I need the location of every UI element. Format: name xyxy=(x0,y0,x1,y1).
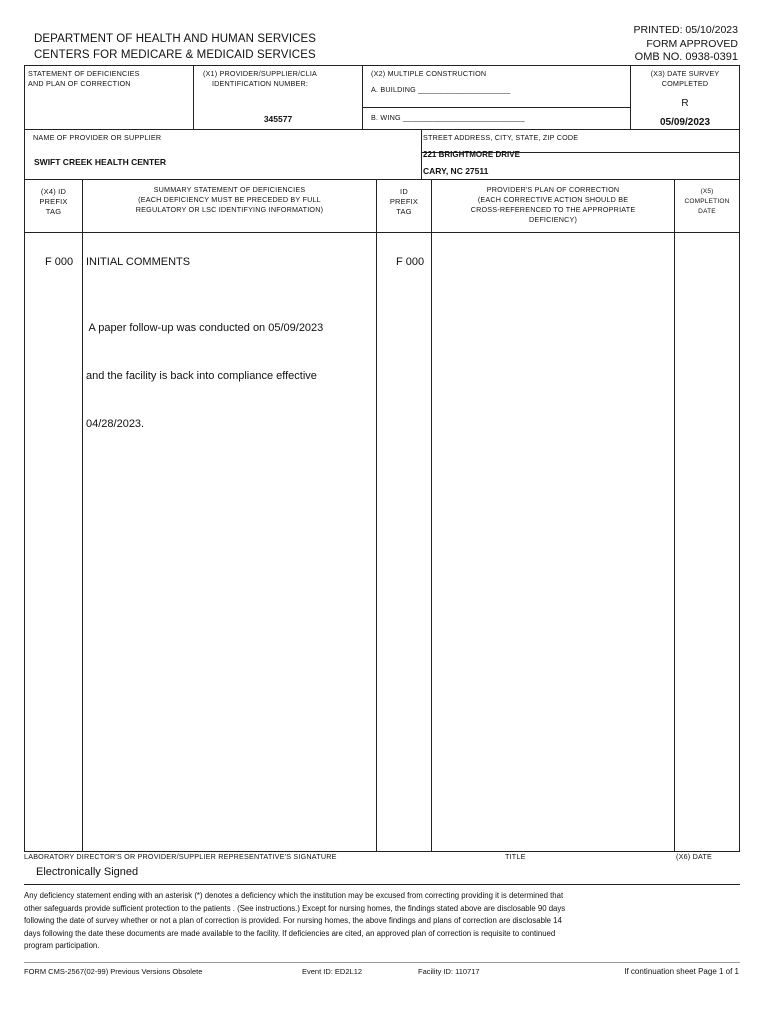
x4-header-line2: PREFIX xyxy=(39,197,68,206)
form-info-header xyxy=(634,24,738,65)
x5-header-line1: (X5) xyxy=(700,188,714,195)
plan-header-line3: CROSS-REFERENCED TO THE APPROPRIATE xyxy=(470,205,636,214)
entry-body-line2: and the facility is back into compliance effective xyxy=(86,370,317,382)
plan-header xyxy=(432,185,674,225)
divider-column-headers xyxy=(25,232,739,233)
disclaimer-line3: following the date of survey whether or not a plan of correction is provided. For nursing homes, the above findings and plans of correction are disclosable 14 xyxy=(24,916,562,925)
disclaimer-line5: program participation. xyxy=(24,941,100,950)
facility-id: Facility ID: 110717 xyxy=(418,967,480,976)
department-name: DEPARTMENT OF HEALTH AND HUMAN SERVICES xyxy=(34,33,317,45)
deficiency-tag-right: F 000 xyxy=(396,256,425,268)
electronic-signature: Electronically Signed xyxy=(36,866,139,878)
divider-address-col xyxy=(421,129,422,179)
disclaimer xyxy=(24,890,740,953)
divider-summary xyxy=(376,179,377,851)
printed-date: PRINTED: 05/10/2023 xyxy=(633,24,738,36)
statement-label xyxy=(28,69,140,89)
x3-r-indicator: R xyxy=(681,98,689,109)
statement-label-line2: AND PLAN OF CORRECTION xyxy=(28,79,131,88)
title-label: TITLE xyxy=(505,852,526,861)
x2-label: (X2) MULTIPLE CONSTRUCTION xyxy=(371,69,487,78)
x1-label-line2: IDENTIFICATION NUMBER: xyxy=(211,79,309,88)
divider-building xyxy=(362,107,630,108)
provider-name: SWIFT CREEK HEALTH CENTER xyxy=(34,157,167,167)
entry-body-line1: A paper follow-up was conducted on 05/09/2023 xyxy=(86,322,324,334)
divider-x1 xyxy=(193,66,194,129)
id-header-line1: ID xyxy=(400,187,408,196)
divider-provider-row xyxy=(25,179,739,180)
divider-x2 xyxy=(362,66,363,129)
x1-label-line1: (X1) PROVIDER/SUPPLIER/CLIA xyxy=(202,69,318,78)
divider-plan xyxy=(674,179,675,851)
form-approved: FORM APPROVED xyxy=(646,37,738,50)
address-street: 221 BRIGHTMORE DRIVE xyxy=(423,150,520,159)
date-label: (X6) DATE xyxy=(676,852,713,861)
x3-label xyxy=(631,69,739,89)
x4-header-line3: TAG xyxy=(45,207,62,216)
summary-header-line3: REGULATORY OR LSC IDENTIFYING INFORMATION) xyxy=(135,205,324,214)
x3-label-line2: COMPLETED xyxy=(661,79,709,88)
x5-header xyxy=(675,187,739,217)
entry-body xyxy=(86,288,323,464)
plan-header-line4: DEFICIENCY) xyxy=(528,215,578,224)
summary-header-line2: (EACH DEFICIENCY MUST BE PRECEDED BY FULL xyxy=(138,195,321,204)
address-city: CARY, NC 27511 xyxy=(423,166,489,176)
entry-body-line3: 04/28/2023. xyxy=(86,418,145,430)
footer-divider xyxy=(24,962,740,963)
provider-id-number: 345577 xyxy=(263,114,293,124)
divider-top-row xyxy=(25,129,739,130)
id-header-line3: TAG xyxy=(396,207,412,216)
x1-label xyxy=(195,69,325,89)
plan-header-line1: PROVIDER'S PLAN OF CORRECTION xyxy=(486,185,620,194)
page-indicator: If continuation sheet Page 1 of 1 xyxy=(624,967,739,976)
center-name: CENTERS FOR MEDICARE & MEDICAID SERVICES xyxy=(34,49,316,61)
disclaimer-line2: other safeguards provide sufficient protection to the patients . (See instructions.) Except for nursing homes, the findings stated above are disclosable 90 days xyxy=(24,903,566,913)
plan-header-line2: (EACH CORRECTIVE ACTION SHOULD BE xyxy=(477,195,629,204)
x4-header xyxy=(25,187,82,217)
statement-label-line1: STATEMENT OF DEFICIENCIES xyxy=(28,69,140,78)
summary-header xyxy=(83,185,376,215)
survey-completed-date: 05/09/2023 xyxy=(659,117,711,128)
x3-label-line1: (X3) DATE SURVEY xyxy=(650,69,720,78)
omb-number: OMB NO. 0938-0391 xyxy=(634,51,738,63)
agency-header xyxy=(34,31,316,63)
disclaimer-line1: Any deficiency statement ending with an asterisk (*) denotes a deficiency which the institution may be excused from correcting providing it is determined that xyxy=(24,891,564,900)
deficiency-form xyxy=(24,65,740,852)
id-header-line2: PREFIX xyxy=(389,197,419,206)
divider-id xyxy=(431,179,432,851)
deficiency-tag-left: F 000 xyxy=(45,256,74,268)
summary-header-line1: SUMMARY STATEMENT OF DEFICIENCIES xyxy=(153,185,306,194)
entry-title: INITIAL COMMENTS xyxy=(86,256,191,268)
provider-name-label: NAME OF PROVIDER OR SUPPLIER xyxy=(33,133,162,142)
signature-divider xyxy=(24,884,740,885)
event-id: Event ID: ED2L12 xyxy=(302,967,363,976)
x2-wing: B. WING _____________________________ xyxy=(371,113,525,122)
disclaimer-line4: days following the date these documents are made available to the facility. If deficiencies are cited, an approved plan of correction is requisite to continued xyxy=(24,928,556,938)
signature-label: LABORATORY DIRECTOR'S OR PROVIDER/SUPPLIER REPRESENTATIVE'S SIGNATURE xyxy=(24,852,337,861)
x2-building: A. BUILDING ______________________ xyxy=(371,85,511,94)
id-header xyxy=(377,187,431,217)
address-label: STREET ADDRESS, CITY, STATE, ZIP CODE xyxy=(423,133,579,142)
form-id: FORM CMS-2567(02-99) Previous Versions Obsolete xyxy=(24,967,203,976)
x5-header-line3: DATE xyxy=(698,208,716,215)
x5-header-line2: COMPLETION xyxy=(684,198,730,205)
x4-header-line1: (X4) ID xyxy=(40,187,67,196)
divider-x4 xyxy=(82,179,83,851)
